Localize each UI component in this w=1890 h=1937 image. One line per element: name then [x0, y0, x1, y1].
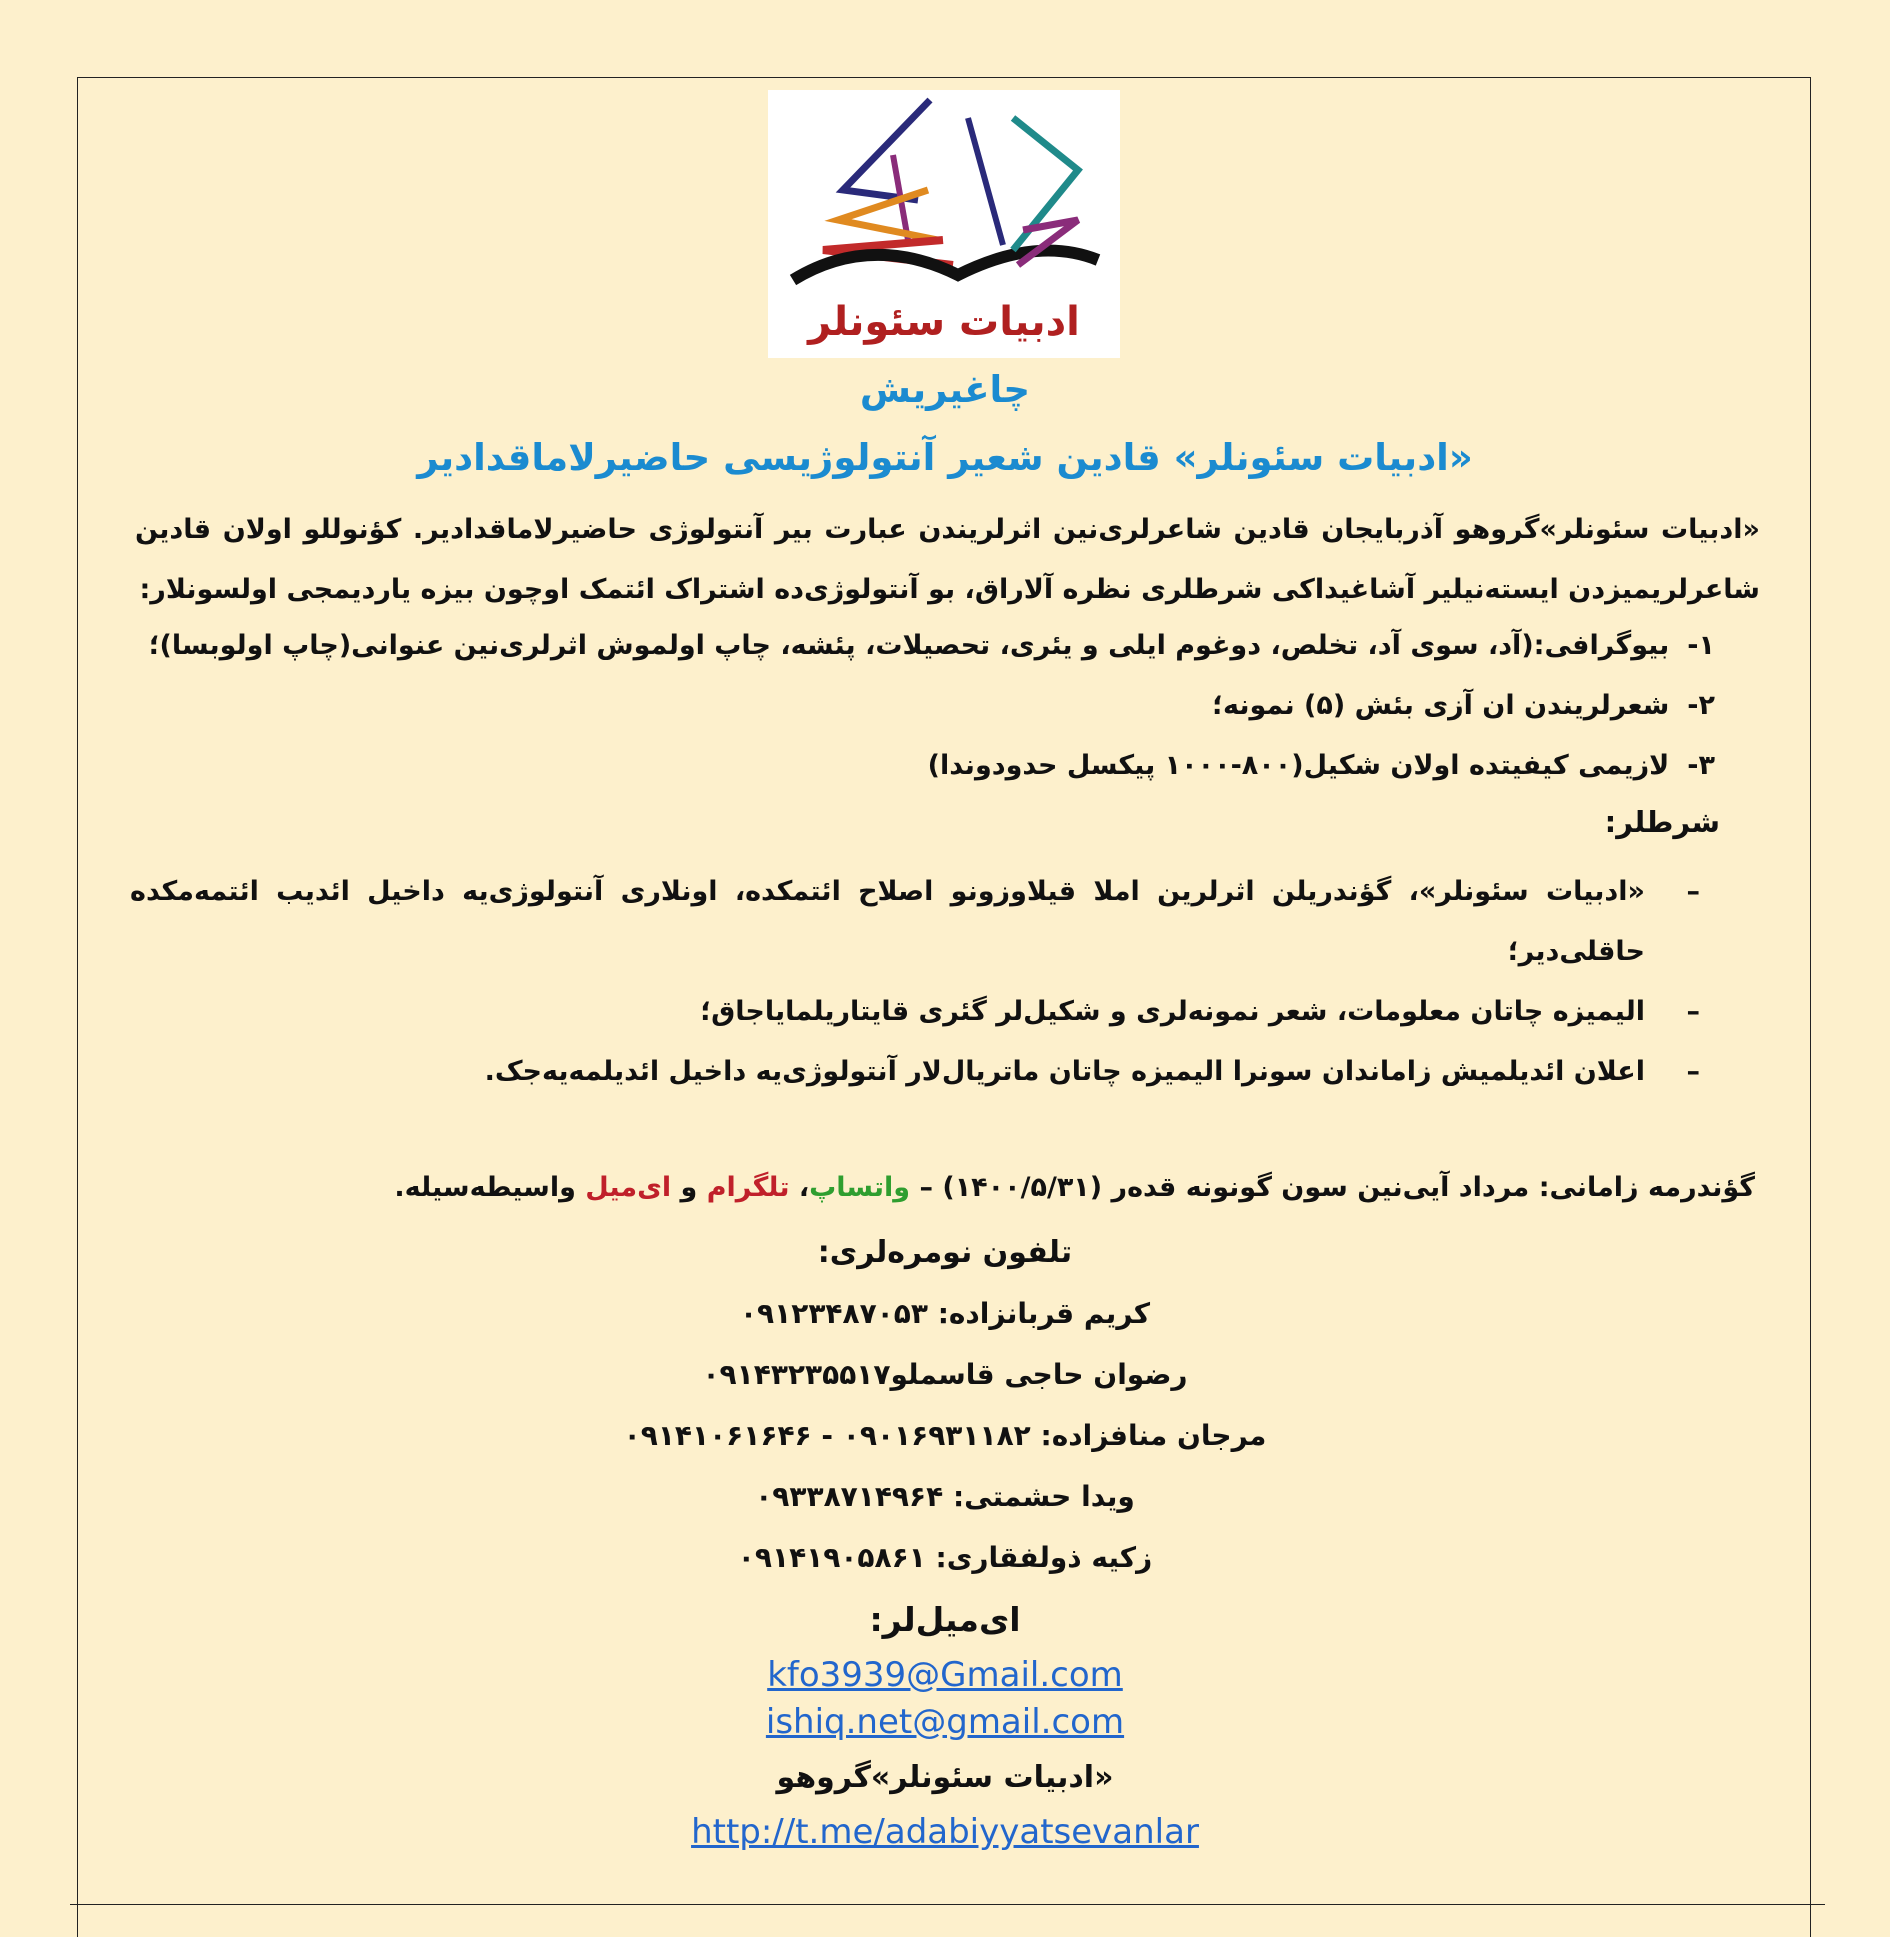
telegram-label: تلگرام	[706, 1172, 790, 1203]
condition-item: – الیمیزه چاتان معلومات، شعر نمونه‌لری و شکیل‌لر گئری قایتاریلمایاجاق؛	[700, 996, 1700, 1027]
group-name: «ادبیات سئونلر»گروهو	[776, 1760, 1114, 1795]
deadline-line: گؤندرمه زامانی: مرداد آیی‌نین سون گونونه قده‌ر (۱۴۰۰/۵/۳۱) – واتساپ، تلگرام و ای‌میل واسیطه‌سیله.	[394, 1172, 1755, 1203]
condition-item: – اعلان ائدیلمیش زاماندان سونرا الیمیزه چاتان ماتریال‌لار آنتولوژی‌یه داخیل ائدیلمه‌یه‌جک.	[484, 1056, 1700, 1087]
phone-entry: مرجان منافزاده: ۰۹۰۱۶۹۳۱۱۸۲ - ۰۹۱۴۱۰۶۱۶۴۶	[623, 1419, 1267, 1452]
page-title: چاغیریش	[859, 368, 1031, 411]
page-subtitle: «ادبیات سئونلر» قادین شعیر آنتولوژیسی حاضیرلاماقدادیر	[417, 436, 1473, 479]
phone-entry: کریم قربانزاده: ۰۹۱۲۳۴۸۷۰۵۳	[739, 1297, 1151, 1330]
divider	[70, 1904, 1825, 1905]
email-link[interactable]: kfo3939@Gmail.com	[767, 1655, 1123, 1695]
email-link[interactable]: ishiq.net@gmail.com	[765, 1702, 1125, 1742]
whatsapp-label: واتساپ	[809, 1172, 911, 1203]
phone-entry: زکیه ذولفقاری: ۰۹۱۴۱۹۰۵۸۶۱	[737, 1541, 1153, 1574]
phone-entry: رضوان حاجی قاسملو۰۹۱۴۳۲۳۵۵۱۷	[702, 1358, 1188, 1391]
requirement-item: ۲-شعرلریندن ان آزی بئش (۵) نمونه؛	[1212, 690, 1715, 721]
telegram-channel-link[interactable]: http://t.me/adabiyyatsevanlar	[691, 1812, 1199, 1852]
book-logo-icon	[768, 90, 1120, 358]
email-label: ای‌میل	[585, 1172, 672, 1203]
logo	[768, 90, 1120, 358]
requirement-item: ۳-لازیمی کیفیتده اولان شکیل(۸۰۰-۱۰۰۰ پیکسل حدودوندا)	[927, 750, 1715, 781]
condition-item: – «ادبیات سئونلر»، گؤندریلن اثرلرین املا قیلاوزونو اصلاح ائتمکده، اونلاری آنتولوژی‌یه داخیل ائدیب ائتمه‌مکده حاقلی‌دیر؛	[130, 876, 1700, 967]
intro-paragraph: «ادبیات سئونلر»گروهو آذربایجان قادین شاعرلری‌نین اثرلریندن عبارت بیر آنتولوژی حاضیرلاماقدادیر. کؤنوللو اولان قادین شاعرلریمیزدن ایسته‌نیلیر آشاغیداکی شرطلری نظره آلاراق، بو آنتولوژی‌ده اشتراک ائتمک اوچون بیزه یاردیمجی اولسونلار:	[135, 514, 1760, 605]
phones-heading: تلفون نومره‌لری:	[817, 1235, 1073, 1270]
emails-heading: ای‌میل‌لر:	[869, 1600, 1021, 1639]
conditions-heading: شرطلر:	[1604, 805, 1720, 839]
phone-entry: ویدا حشمتی: ۰۹۳۳۸۷۱۴۹۶۴	[755, 1480, 1135, 1513]
requirement-item: ۱-بیوگرافی:(آد، سوی آد، تخلص، دوغوم ایلی و یئری، تحصیلات، پئشه، چاپ اولموش اثرلری‌نین عنوانی(چاپ اولوبسا)؛	[148, 630, 1715, 661]
deadline-label: گؤندرمه زامانی:	[1538, 1172, 1755, 1203]
logo-text: ادبیات سئونلر	[808, 299, 1080, 345]
